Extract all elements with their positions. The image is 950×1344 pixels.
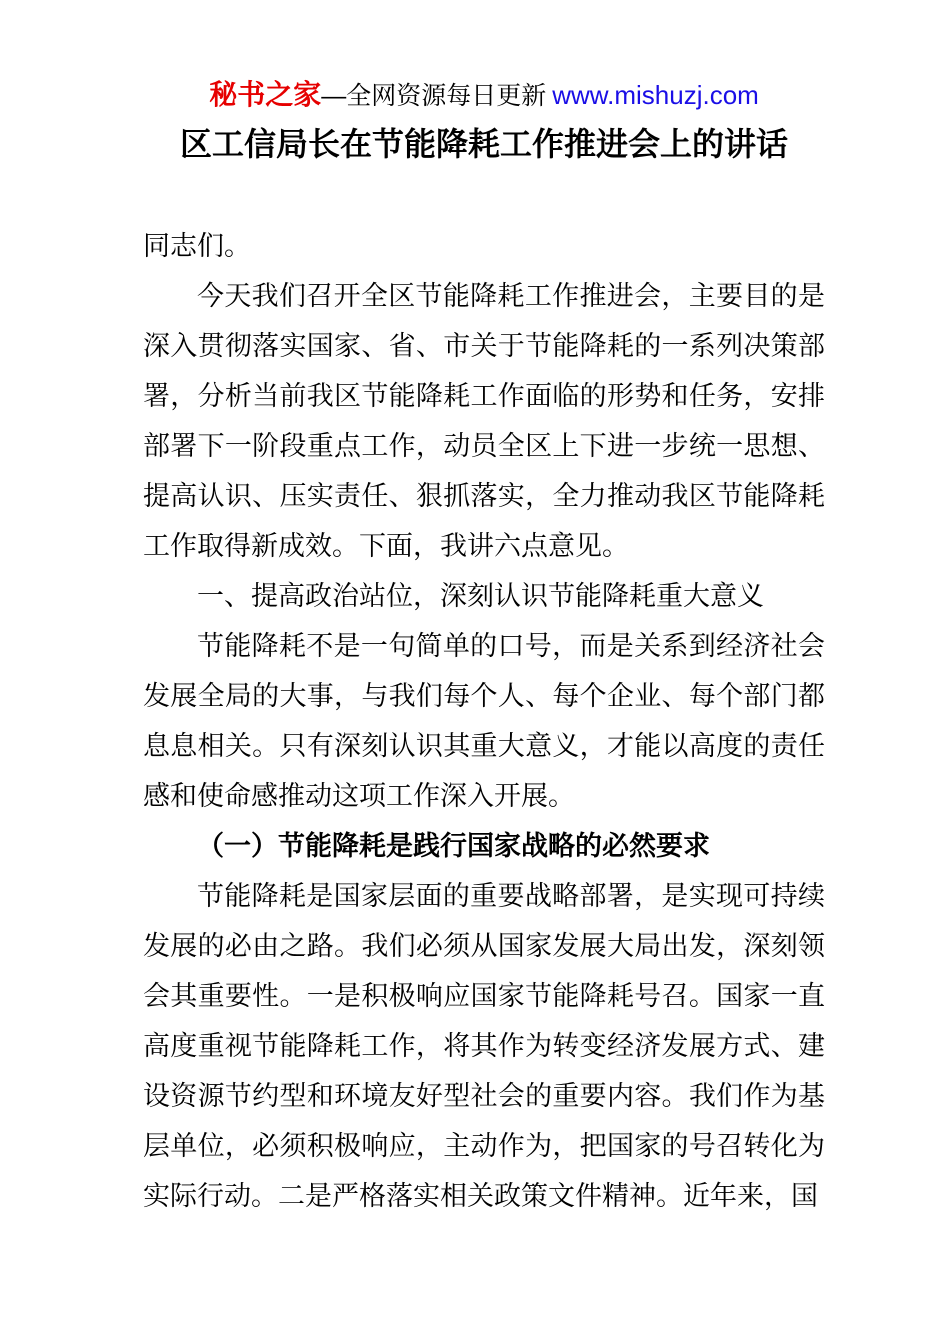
paragraph-salutation: 同志们。	[143, 231, 251, 261]
paragraph-subsection1-body: 节能降耗是国家层面的重要战略部署，是实现可持续发展的必由之路。我们必须从国家发展大局出发，深刻领会其重要性。一是积极响应国家节能降耗号召。国家一直高度重视节能降耗工作，将其作为转变经济发展方式、建设资源节约型和环境友好型社会的重要内容。我们作为基层单位，必须积极响应，主动作为，把国家的号召转化为实际行动。二是严格落实相关政策文件精神。近年来，国	[143, 881, 825, 1211]
document-title: 区工信局长在节能降耗工作推进会上的讲话	[179, 126, 788, 162]
site-url-link[interactable]: www.mishuzj.com	[552, 80, 759, 110]
paragraph-intro: 今天我们召开全区节能降耗工作推进会，主要目的是深入贯彻落实国家、省、市关于节能降耗的一系列决策部署，分析当前我区节能降耗工作面临的形势和任务，安排部署下一阶段重点工作，动员全区上下进一步统一思想、提高认识、压实责任、狠抓落实，全力推动我区节能降耗工作取得新成效。下面，我讲六点意见。	[143, 281, 825, 561]
site-brand: 秘书之家	[209, 79, 322, 110]
site-header	[143, 75, 825, 116]
paragraph-section1-body: 节能降耗不是一句简单的口号，而是关系到经济社会发展全局的大事，与我们每个人、每个企业、每个部门都息息相关。只有深刻认识其重大意义，才能以高度的责任感和使命感推动这项工作深入开展。	[143, 631, 825, 811]
site-tagline: —全网资源每日更新	[321, 82, 547, 110]
document-content	[0, 75, 950, 1221]
section-heading-1: 一、提高政治站位，深刻认识节能降耗重大意义	[197, 581, 764, 611]
subsection-heading-1-1: （一）节能降耗是践行国家战略的必然要求	[197, 831, 710, 861]
